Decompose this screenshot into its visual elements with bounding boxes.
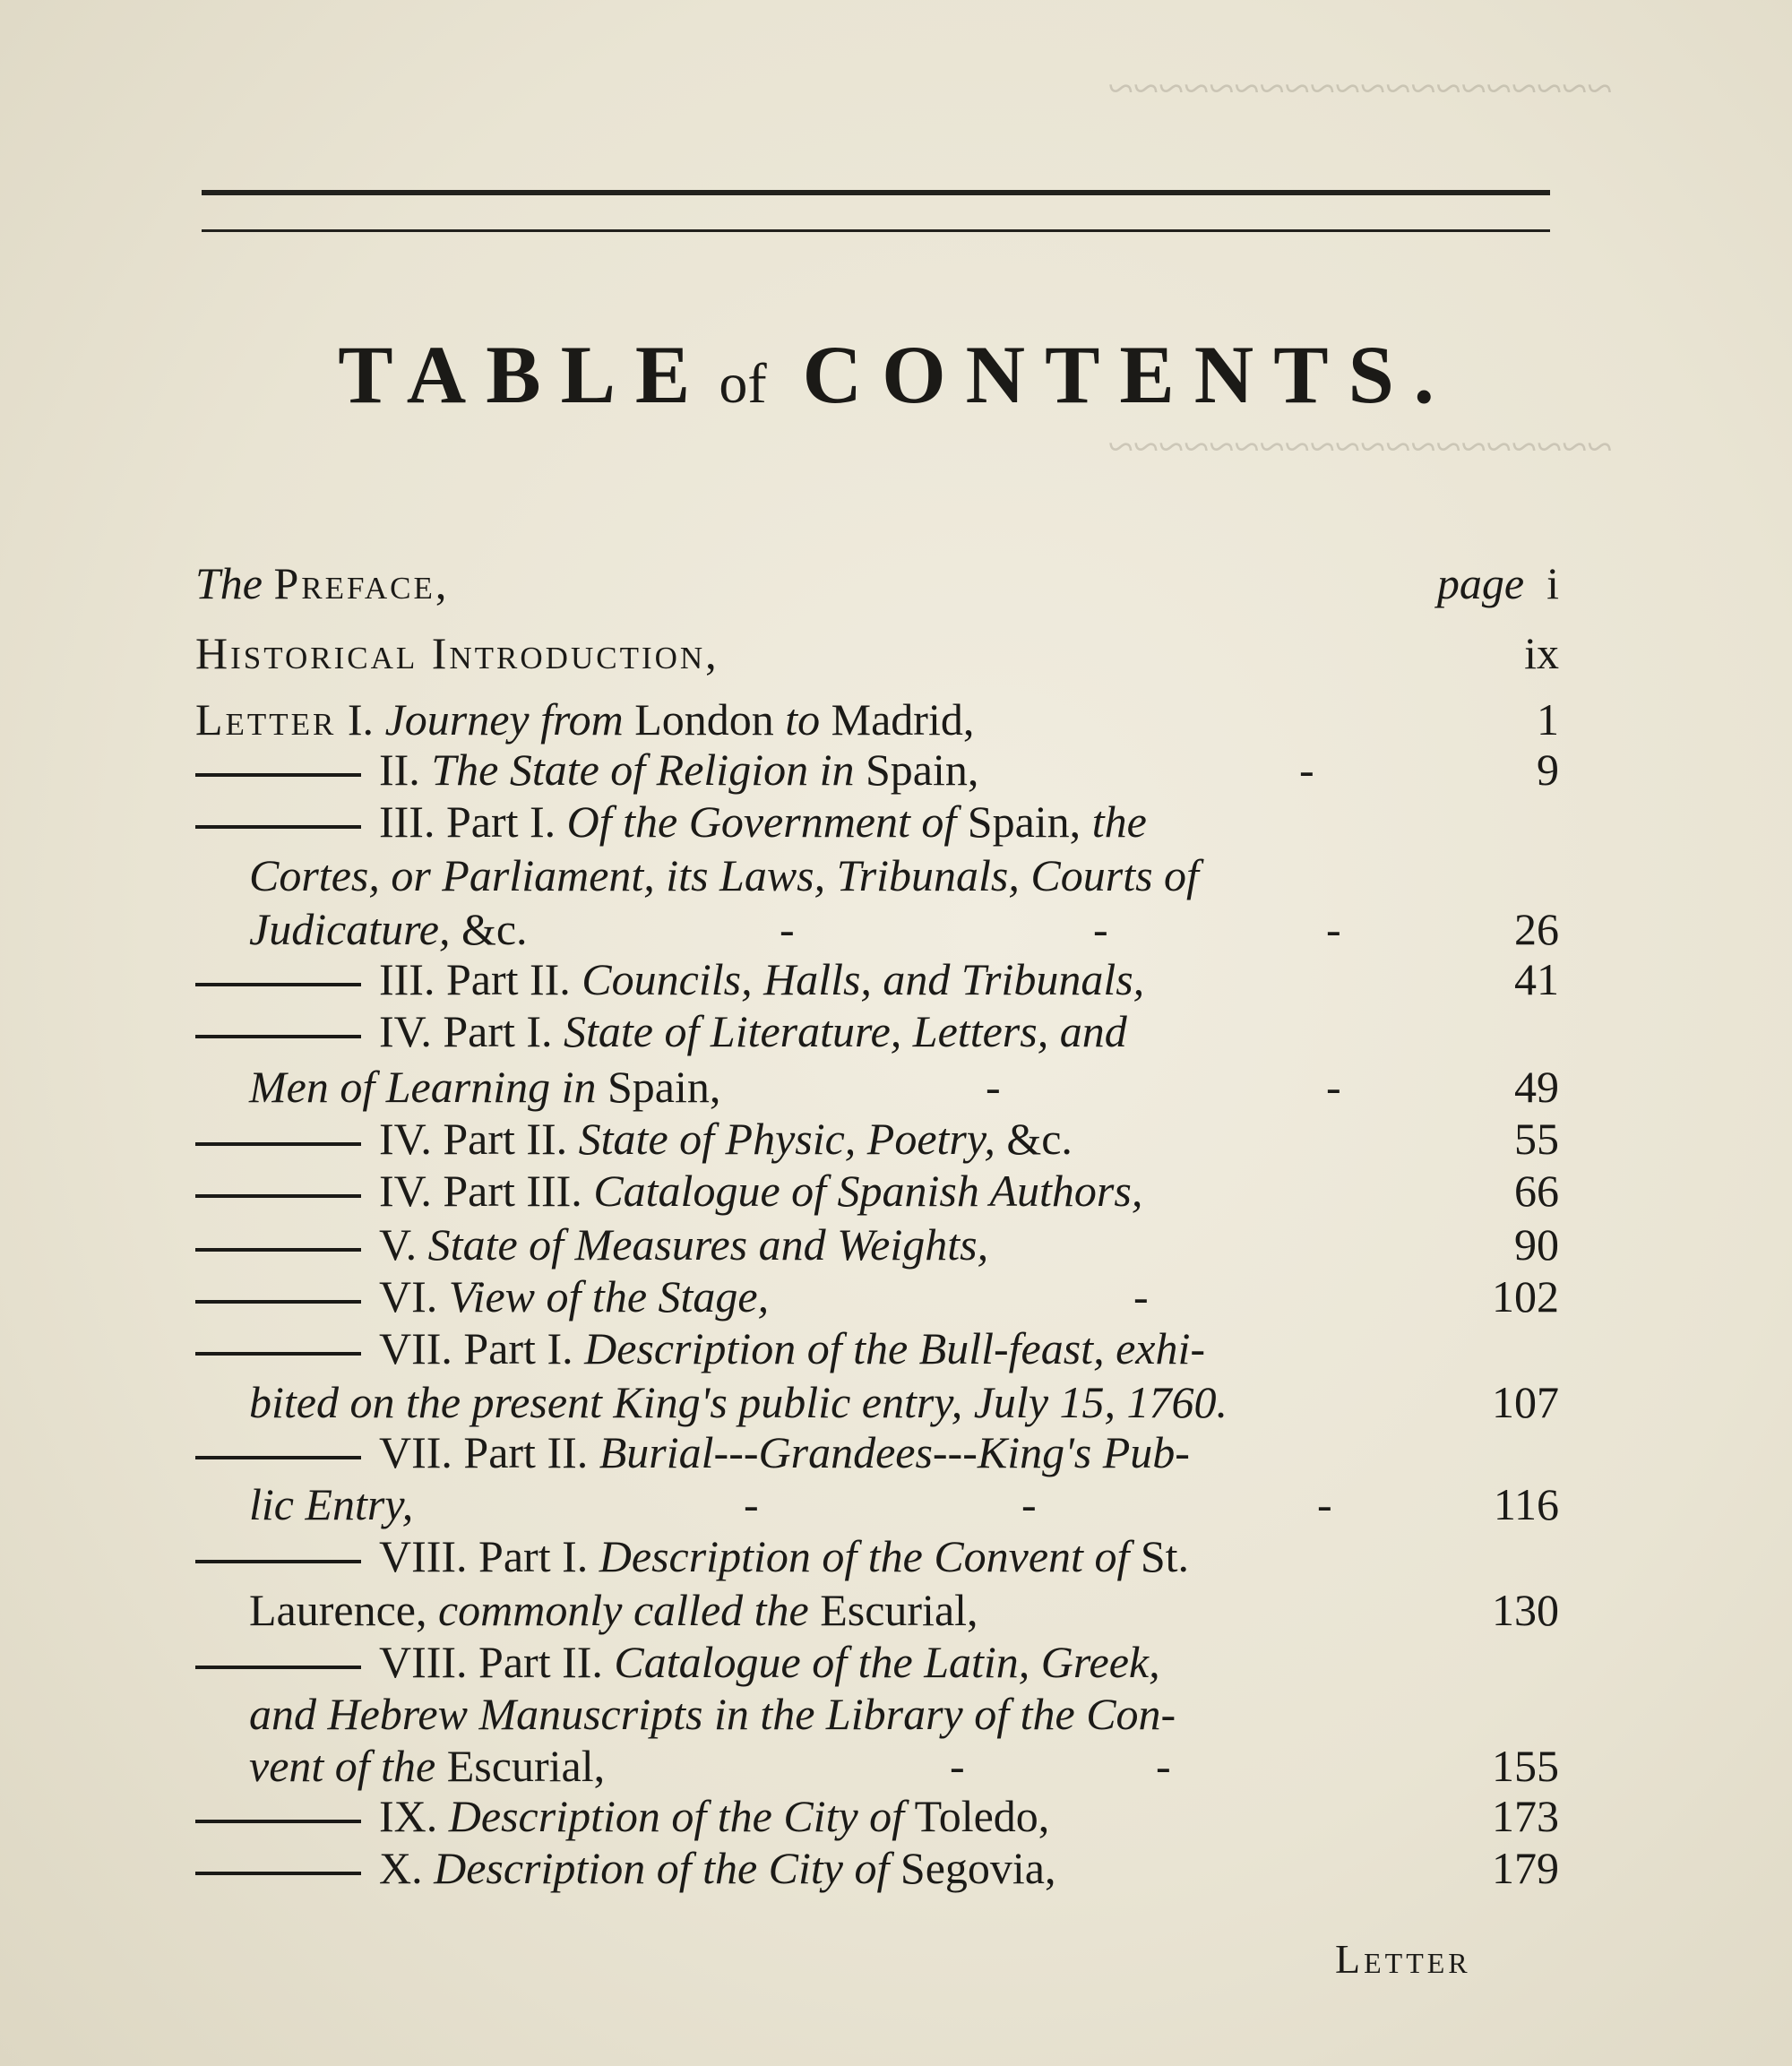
entry-title-roman: &c. <box>1006 1114 1073 1164</box>
letter-number: IV. Part II. <box>379 1114 568 1164</box>
entry-prefix: Letter <box>195 694 337 745</box>
leader-dash: - <box>1093 904 1108 954</box>
entry-continuation <box>249 904 528 954</box>
entry-title: Burial---Grandees---King's Pub- <box>599 1427 1190 1477</box>
entry-title: Description of the City of <box>448 1791 905 1841</box>
letter-number: I. <box>347 694 375 745</box>
leader-dash: - <box>986 1062 1001 1112</box>
entry-title: Councils, Halls, and Tribunals, <box>582 954 1145 1004</box>
entry-title: to <box>785 694 821 745</box>
entry-title-roman: Toledo, <box>914 1791 1050 1841</box>
page-number <box>1308 558 1559 608</box>
letter-number: VI. <box>379 1271 438 1321</box>
top-rule-thick <box>202 190 1550 195</box>
leader-dash: - <box>950 1741 965 1791</box>
toc-entry-letter-4-part-3 <box>195 1166 1143 1216</box>
page-label: page <box>1436 558 1525 608</box>
ditto-rule <box>195 773 361 777</box>
entry-title-roman: Spain, <box>865 745 979 795</box>
entry-title-roman: Laurence, <box>249 1585 427 1635</box>
entry-title: State of Measures and Weights, <box>427 1219 989 1270</box>
ditto-rule <box>195 1035 361 1038</box>
title-table: TABLE <box>338 329 711 420</box>
toc-entry-letter-4-part-2 <box>195 1114 1073 1164</box>
entry-title: Men of Learning in <box>249 1062 597 1112</box>
show-through-text: ~~~~~~~~~~~~~~~~~~~~ <box>1108 422 1613 473</box>
entry-title: The State of Religion in <box>431 745 855 795</box>
entry-title: Journey from <box>384 694 624 745</box>
entry-continuation <box>249 1062 721 1112</box>
entry-label: Preface, <box>273 558 450 608</box>
toc-entry-letter-9 <box>195 1791 1050 1841</box>
entry-continuation: bited on the present King's public entry, July 15, 1760. <box>249 1377 1228 1427</box>
page-number: 155 <box>1492 1741 1559 1791</box>
entry-continuation: lic Entry, <box>249 1479 414 1529</box>
page-number: 55 <box>1514 1114 1559 1164</box>
entry-title-roman: Escurial, <box>820 1585 978 1635</box>
ditto-rule <box>195 1248 361 1252</box>
page-number: 173 <box>1492 1791 1559 1841</box>
entry-title: State of Literature, Letters, and <box>564 1006 1127 1056</box>
entry-title: State of Physic, Poetry, <box>578 1114 995 1164</box>
ditto-rule <box>195 1142 361 1146</box>
letter-number: IV. Part III. <box>379 1166 582 1216</box>
catchword: Letter <box>1335 1936 1471 1982</box>
entry-title-roman: Escurial, <box>446 1741 606 1791</box>
entry-title: Description of the Convent of <box>599 1531 1130 1581</box>
ditto-rule <box>195 983 361 986</box>
entry-continuation <box>249 1741 606 1791</box>
letter-number: X. <box>379 1843 423 1893</box>
entry-title-roman: St. <box>1140 1531 1190 1581</box>
entry-title: Description of the Bull-feast, exhi- <box>584 1323 1206 1373</box>
toc-entry-letter-2 <box>195 745 979 795</box>
entry-prefix: The <box>195 558 263 608</box>
page-number: 102 <box>1492 1271 1559 1321</box>
leader-dash: - <box>780 904 795 954</box>
toc-entry-letter-7-part-2 <box>195 1427 1190 1477</box>
entry-continuation <box>249 1585 978 1635</box>
ditto-rule <box>195 1194 361 1198</box>
toc-entry-letter-3-part-1 <box>195 796 1147 847</box>
toc-entry-letter-5 <box>195 1219 989 1270</box>
ditto-rule <box>195 1820 361 1823</box>
page-number: 107 <box>1492 1377 1559 1427</box>
entry-continuation: Cortes, or Parliament, its Laws, Tribunals, Courts of <box>249 850 1199 900</box>
ditto-rule <box>195 1300 361 1304</box>
top-rule-thin <box>202 229 1550 232</box>
letter-number: VII. Part II. <box>379 1427 589 1477</box>
entry-title: Judicature, <box>249 904 451 954</box>
entry-title-roman: London <box>634 694 774 745</box>
entry-title-roman: Spain, <box>967 796 1081 847</box>
ditto-rule <box>195 1560 361 1563</box>
show-through-text: ~~~~~~~~~~~~~~~~~~~~ <box>1108 64 1613 115</box>
toc-entry-letter-7-part-1 <box>195 1323 1206 1373</box>
toc-entry-letter-10 <box>195 1843 1056 1893</box>
page-number: ix <box>1524 628 1559 678</box>
page-number: 26 <box>1514 904 1559 954</box>
toc-entry-letter-6 <box>195 1271 770 1321</box>
ditto-rule <box>195 1872 361 1875</box>
leader-dash: - <box>1299 745 1314 795</box>
toc-entry-letter-3-part-2 <box>195 954 1145 1004</box>
letter-number: IV. Part I. <box>379 1006 553 1056</box>
leader-dash: - <box>1326 904 1341 954</box>
leader-dash: - <box>1317 1479 1332 1529</box>
entry-title: the <box>1091 796 1147 847</box>
page-number: 90 <box>1514 1219 1559 1270</box>
page-title <box>0 327 1792 422</box>
letter-number: II. <box>379 745 420 795</box>
entry-title-roman: Madrid, <box>831 694 975 745</box>
page-number: 130 <box>1492 1585 1559 1635</box>
entry-title: Description of the City of <box>434 1843 890 1893</box>
page-number: 1 <box>1537 694 1559 745</box>
toc-entry-introduction <box>195 628 719 678</box>
page-number: 9 <box>1537 745 1559 795</box>
entry-title: Catalogue of the Latin, Greek, <box>614 1637 1160 1687</box>
letter-number: IX. <box>379 1791 438 1841</box>
page-number: 49 <box>1514 1062 1559 1112</box>
entry-continuation: and Hebrew Manuscripts in the Library of the Con- <box>249 1689 1176 1739</box>
leader-dash: - <box>1156 1741 1171 1791</box>
title-contents: CONTENTS. <box>802 329 1454 420</box>
entry-title: View of the Stage, <box>448 1271 770 1321</box>
letter-number: III. Part II. <box>379 954 571 1004</box>
ditto-rule <box>195 1666 361 1669</box>
entry-label: Historical Introduction, <box>195 628 719 678</box>
toc-entry-letter-8-part-2 <box>195 1637 1160 1687</box>
letter-number: VII. Part I. <box>379 1323 573 1373</box>
letter-number: V. <box>379 1219 418 1270</box>
page-value: i <box>1546 558 1559 608</box>
leader-dash: - <box>1326 1062 1341 1112</box>
letter-number: III. Part I. <box>379 796 556 847</box>
toc-entry-preface <box>195 558 450 608</box>
entry-title: Of the Government of <box>566 796 957 847</box>
page-number: 116 <box>1493 1479 1559 1529</box>
title-of: of <box>719 351 767 415</box>
toc-entry-letter-1 <box>195 694 975 745</box>
toc-entry-letter-8-part-1 <box>195 1531 1190 1581</box>
letter-number: VIII. Part I. <box>379 1531 589 1581</box>
leader-dash: - <box>1133 1271 1149 1321</box>
entry-title-roman: Segovia, <box>900 1843 1056 1893</box>
leader-dash: - <box>744 1479 759 1529</box>
ditto-rule <box>195 825 361 829</box>
toc-entry-letter-4-part-1 <box>195 1006 1127 1056</box>
ditto-rule <box>195 1352 361 1356</box>
ditto-rule <box>195 1456 361 1459</box>
page-number: 66 <box>1514 1166 1559 1216</box>
page-number: 41 <box>1514 954 1559 1004</box>
entry-title: commonly called the <box>437 1585 809 1635</box>
entry-title-roman: &c. <box>461 904 528 954</box>
entry-title: vent of the <box>249 1741 436 1791</box>
entry-title: Catalogue of Spanish Authors, <box>593 1166 1143 1216</box>
entry-title-roman: Spain, <box>607 1062 721 1112</box>
leader-dash: - <box>1021 1479 1037 1529</box>
letter-number: VIII. Part II. <box>379 1637 603 1687</box>
page-number: 179 <box>1492 1843 1559 1893</box>
